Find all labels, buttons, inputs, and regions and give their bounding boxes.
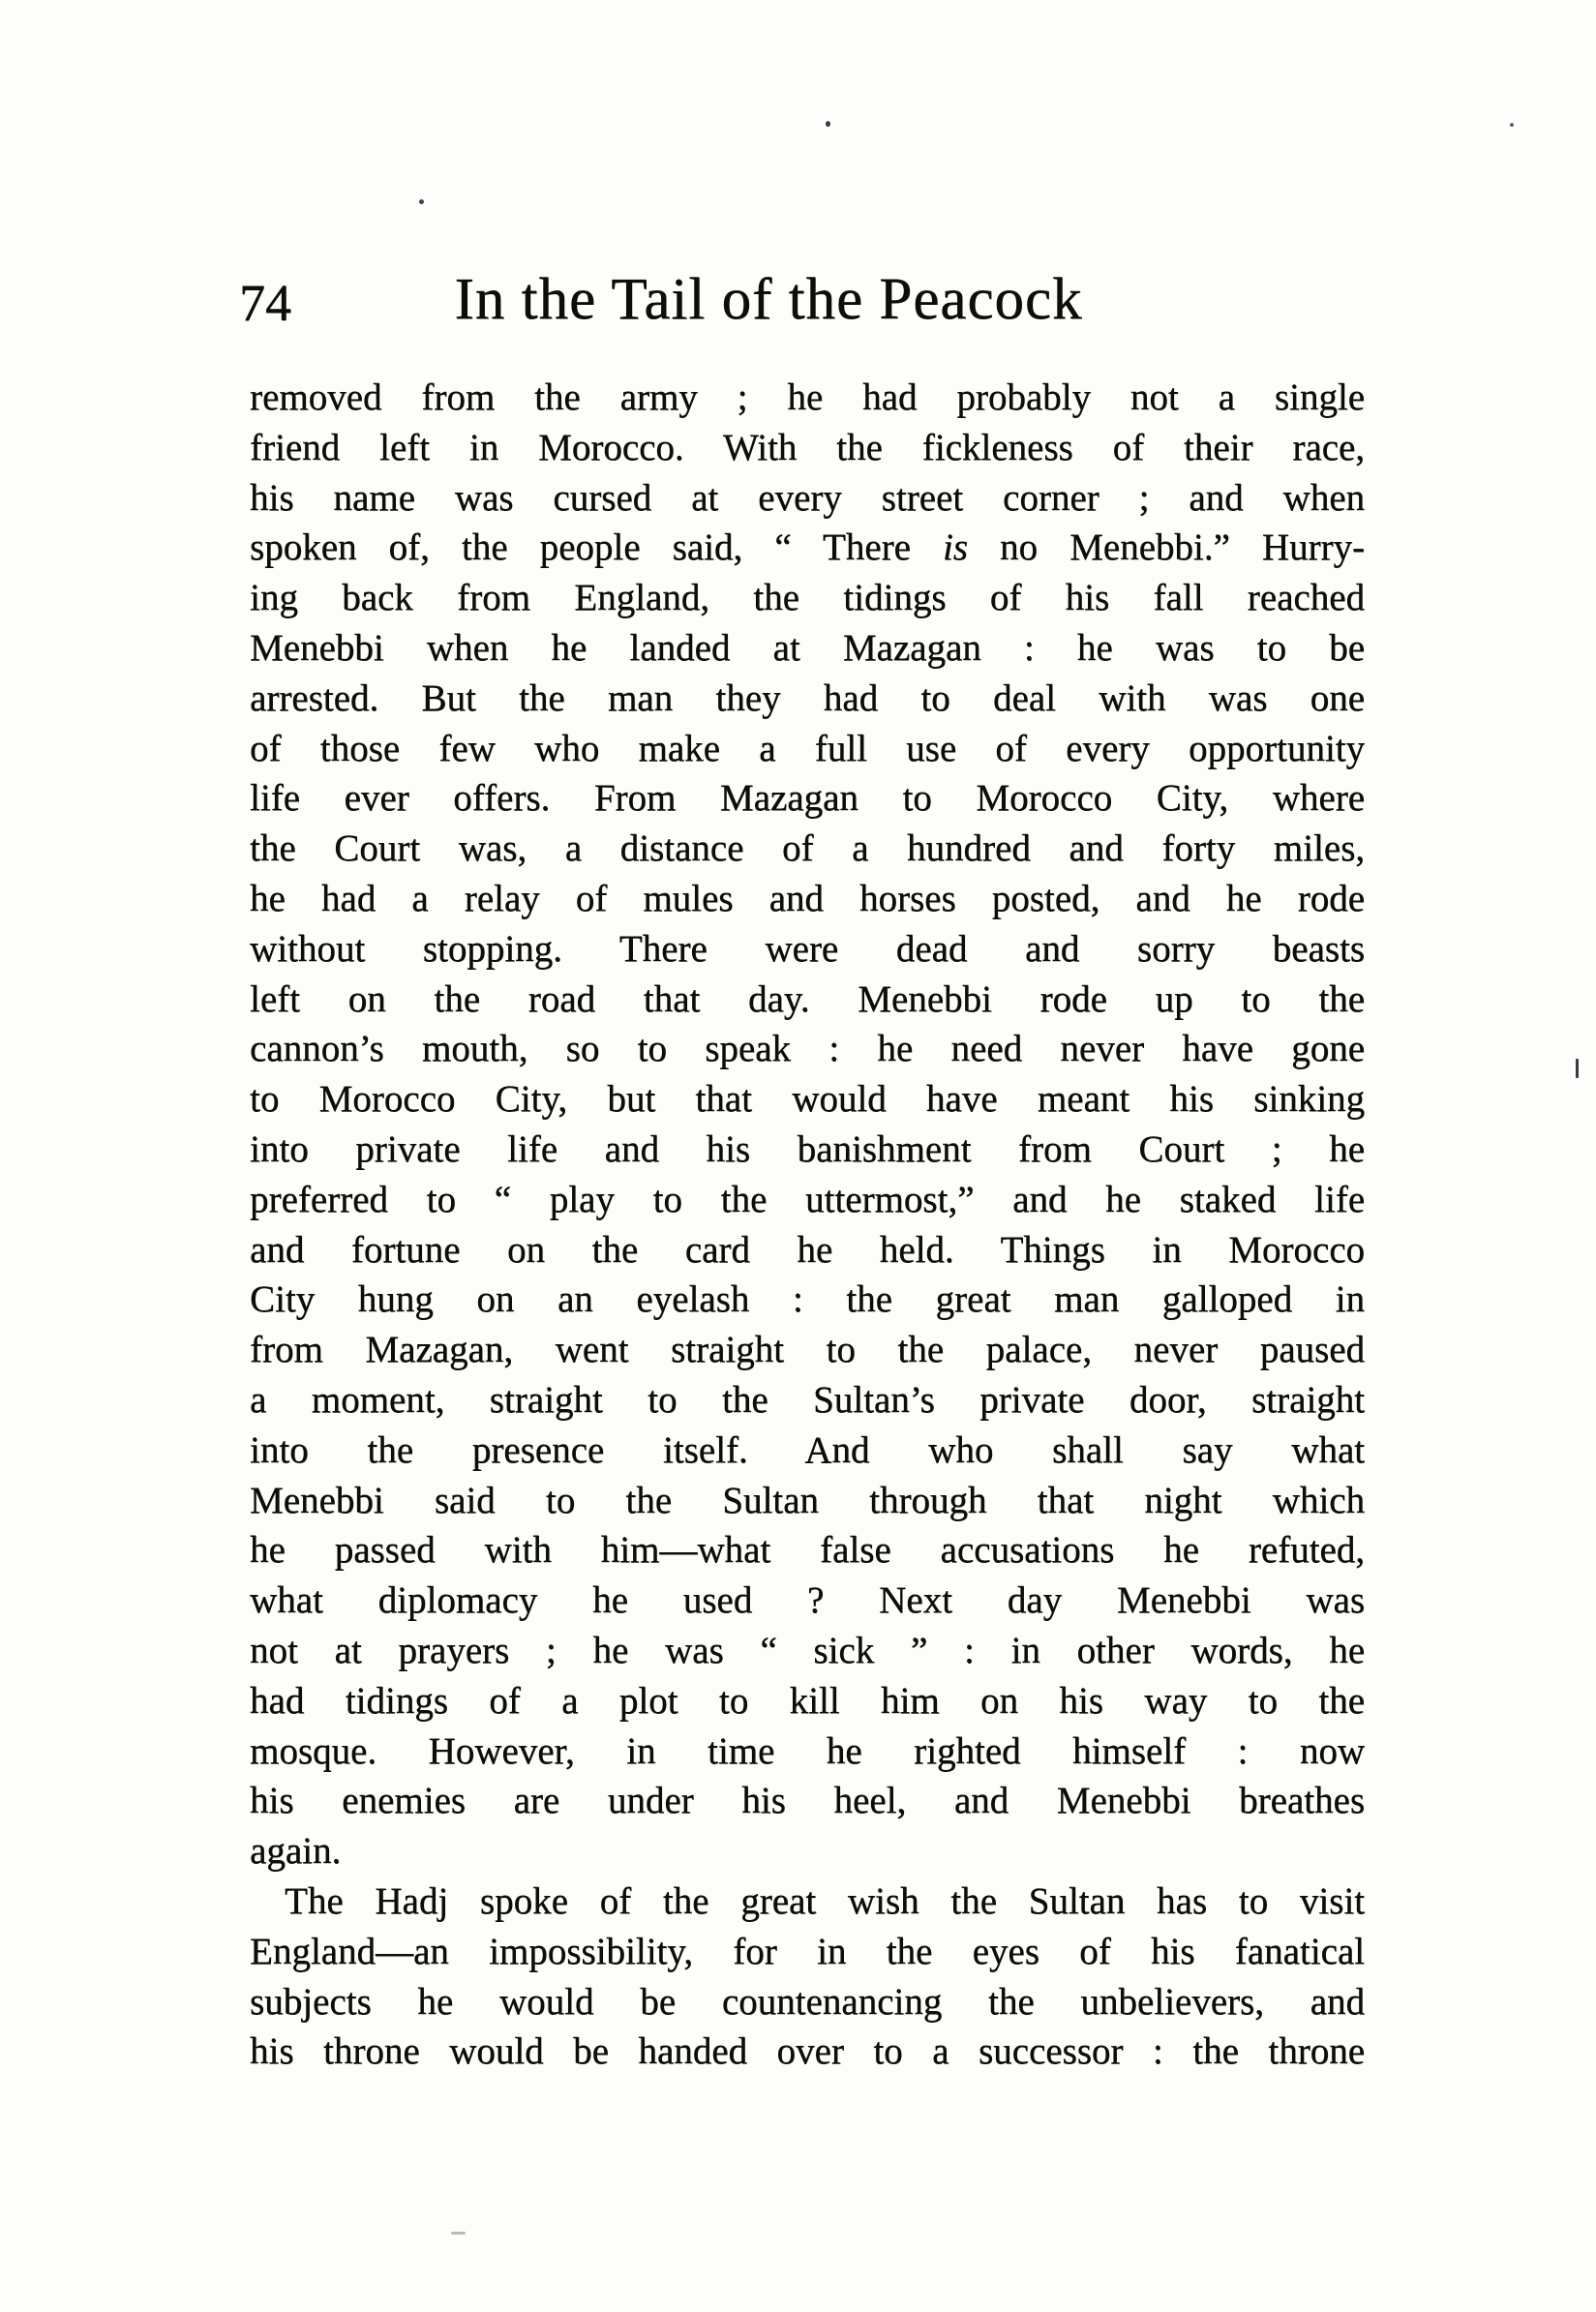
text-line xyxy=(250,473,1365,524)
text-line xyxy=(250,1927,1365,1977)
text-segment: into the presence itself. And who shall say what xyxy=(250,1428,1365,1471)
text-line xyxy=(250,2027,1365,2077)
text-line xyxy=(250,1175,1365,1225)
text-line xyxy=(250,674,1365,724)
text-line xyxy=(250,1525,1365,1576)
text-segment: left on the road that day. Menebbi rode up to the xyxy=(250,977,1365,1020)
text-segment: without stopping. There were dead and sorry beasts xyxy=(250,927,1365,970)
text-segment: again. xyxy=(250,1830,342,1873)
text-segment: his name was cursed at every street corner ; and when xyxy=(250,476,1365,519)
text-segment: into private life and his banishment from Court ; he xyxy=(250,1127,1365,1170)
text-segment: ing back from England, the tidings of his fall reached xyxy=(250,577,1365,619)
text-line xyxy=(250,423,1365,473)
text-line xyxy=(250,1275,1365,1325)
text-segment: mosque. However, in time he righted himself : now xyxy=(250,1729,1365,1772)
text-segment: Menebbi when he landed at Mazagan : he was to be xyxy=(250,626,1365,669)
text-line xyxy=(250,824,1365,874)
text-line xyxy=(250,874,1365,924)
text-line xyxy=(250,975,1365,1025)
text-line xyxy=(250,1225,1365,1276)
text-line xyxy=(250,1977,1365,2027)
text-line xyxy=(250,623,1365,674)
text-segment: preferred to “ play to the uttermost,” and he staked life xyxy=(250,1178,1365,1220)
text-segment: his enemies are under his heel, and Menebbi breathes xyxy=(250,1780,1365,1822)
text-segment: friend left in Morocco. With the fickleness of their race, xyxy=(250,426,1365,468)
text-segment: spoken of, the people said, “ There xyxy=(250,526,943,569)
text-line xyxy=(250,1325,1365,1375)
text-line xyxy=(250,1576,1365,1626)
text-line xyxy=(250,1626,1365,1676)
scan-artifact xyxy=(1576,1059,1579,1078)
text-line xyxy=(250,1375,1365,1426)
text-segment: subjects he would be countenancing the unbelievers, and xyxy=(250,1980,1365,2023)
page-header xyxy=(239,267,1365,333)
scan-artifact xyxy=(1510,123,1514,127)
text-line xyxy=(250,573,1365,623)
page-title: In the Tail of the Peacock xyxy=(454,267,1083,332)
scan-artifact xyxy=(419,199,424,204)
text-line xyxy=(250,1476,1365,1526)
italic-text: is xyxy=(942,526,968,569)
text-segment: The Hadj spoke of the great wish the Sultan has to visit xyxy=(285,1879,1365,1922)
text-line xyxy=(250,523,1365,573)
text-line xyxy=(250,1676,1365,1726)
text-segment: and fortune on the card he held. Things in Morocco xyxy=(250,1228,1365,1271)
text-segment: not at prayers ; he was “ sick ” : in other words, he xyxy=(250,1629,1365,1671)
text-segment: the Court was, a distance of a hundred and forty miles, xyxy=(250,827,1365,870)
text-segment: removed from the army ; he had probably not a single xyxy=(250,376,1365,418)
text-line xyxy=(250,1877,1365,1927)
text-segment: a moment, straight to the Sultan’s private door, straight xyxy=(250,1378,1365,1421)
text-segment: England—an impossibility, for in the eyes of his fanatical xyxy=(250,1930,1365,1972)
text-segment: of those few who make a full use of every opportunity xyxy=(250,727,1365,769)
text-line xyxy=(250,924,1365,975)
text-segment: his throne would be handed over to a successor : the throne xyxy=(250,2030,1365,2073)
text-segment: from Mazagan, went straight to the palace, never paused xyxy=(250,1329,1365,1371)
text-segment: Menebbi said to the Sultan through that night which xyxy=(250,1479,1365,1521)
text-line xyxy=(250,1024,1365,1074)
text-line xyxy=(250,724,1365,774)
text-segment: he passed with him—what false accusations he refuted, xyxy=(250,1529,1365,1572)
text-line xyxy=(250,1074,1365,1125)
text-segment: City hung on an eyelash : the great man galloped in xyxy=(250,1278,1365,1321)
text-segment: life ever offers. From Mazagan to Morocco City, where xyxy=(250,777,1365,820)
text-line xyxy=(250,1726,1365,1777)
text-segment: cannon’s mouth, so to speak : he need never have gone xyxy=(250,1028,1365,1070)
text-segment: what diplomacy he used ? Next day Menebbi was xyxy=(250,1579,1365,1622)
text-segment: no Menebbi.” Hurry- xyxy=(967,526,1365,569)
scan-artifact xyxy=(826,121,830,127)
text-line xyxy=(250,773,1365,824)
text-segment: arrested. But the man they had to deal with was one xyxy=(250,676,1365,719)
body-text xyxy=(250,373,1365,2077)
text-segment: he had a relay of mules and horses posted, and he rode xyxy=(250,877,1365,919)
page-number: 74 xyxy=(239,274,291,332)
scan-artifact xyxy=(451,2232,466,2235)
text-line xyxy=(250,1426,1365,1476)
text-line xyxy=(250,1125,1365,1175)
text-line xyxy=(250,1776,1365,1826)
text-segment: had tidings of a plot to kill him on his way to the xyxy=(250,1679,1365,1722)
text-line xyxy=(250,1826,1365,1877)
text-line xyxy=(250,373,1365,423)
text-segment: to Morocco City, but that would have meant his sinking xyxy=(250,1078,1365,1121)
